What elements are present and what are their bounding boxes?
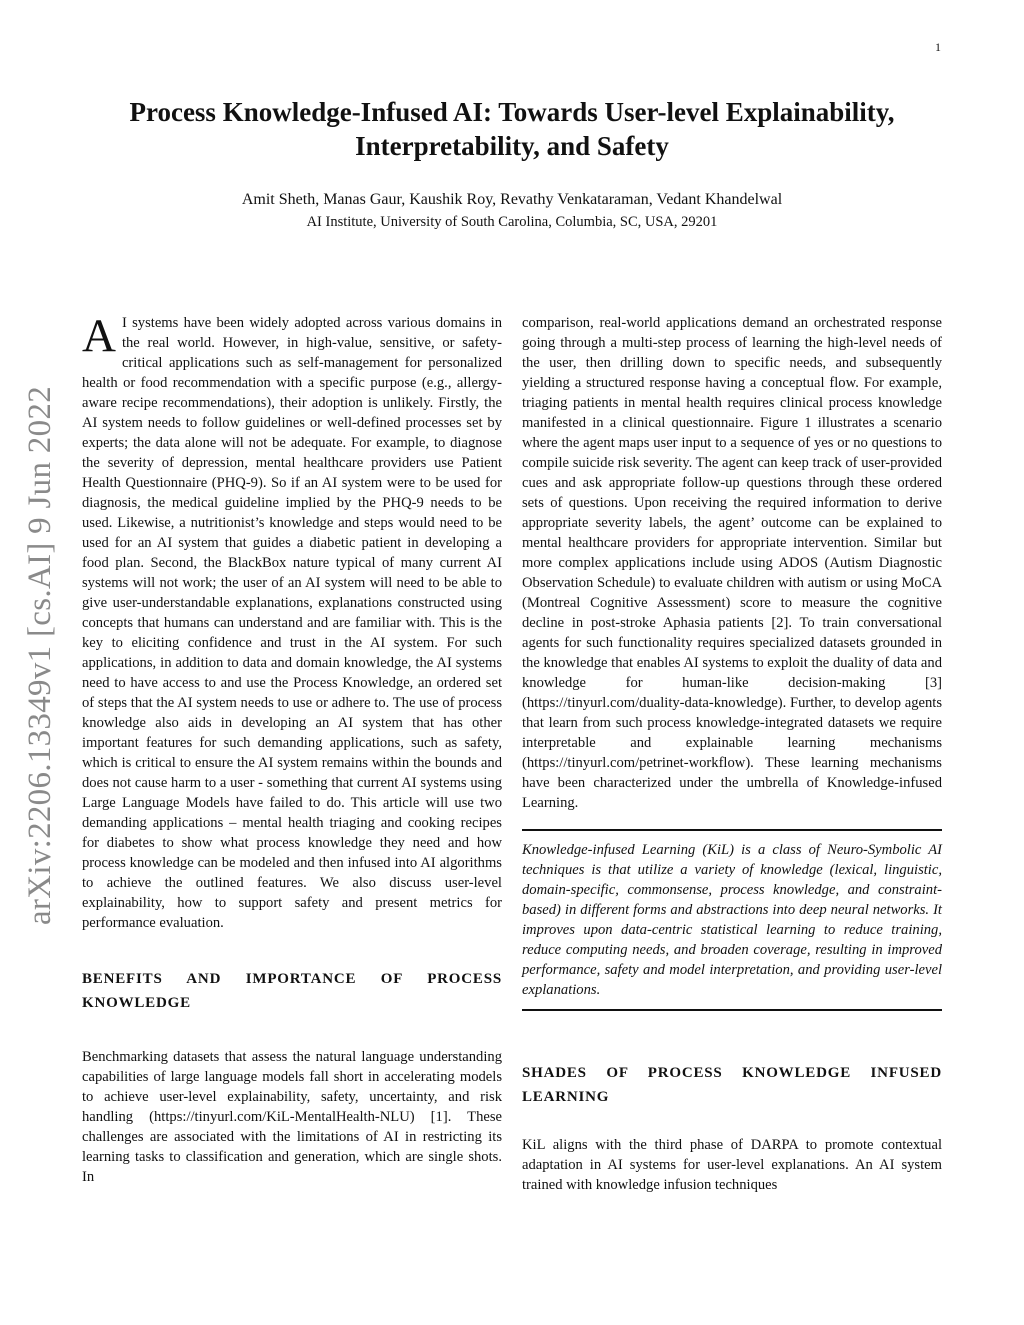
page-number: 1	[935, 40, 941, 54]
continuation-paragraph: comparison, real-world applications demand an orchestrated response going through a multi-step process of learning the high-level needs of the user, then drilling down to specific needs, and subsequently yielding a structured response having a conceptual flow. For example, triaging patients in mental health requires clinical process knowledge manifested in a clinical questionnaire. Figure 1 illustrates a scenario where the agent maps user input to a sequence of yes or no questions to compile suicide risk severity. The agent can keep track of user-provided cues and ask appropriate follow-up questions through these ordered sets of questions. Upon receiving the required information to derive appropriate severity labels, the agent’ outcome can be explained to mental healthcare providers for appropriate intervention. Similar but more complex applications include using ADOS (Autism Diagnostic Observation Schedule) to evaluate children with autism or using MoCA (Montreal Cognitive Assessment) score to measure the cognitive decline in post-stroke Aphasia patients [2]. To train conversational agents for such functionality requires specialized datasets grounded in the knowledge that enables AI systems to exploit the duality of data and knowledge for human-like decision-making [3] (https://tinyurl.com/duality-data-knowledge). Further, to develop agents that learn from such process knowledge-integrated datasets we require interpretable and explainable learning mechanisms (https://tinyurl.com/petrinet-workflow). These learning mechanisms have been characterized under the umbrella of Knowledge-infused Learning.	[522, 315, 942, 811]
intro-paragraph	[82, 310, 502, 933]
section-heading-shades: SHADES OF PROCESS KNOWLEDGE INFUSED LEARNING	[522, 1065, 942, 1105]
affiliation: AI Institute, University of South Carolina, Columbia, SC, USA, 29201	[306, 214, 718, 230]
section-shades-paragraph: KiL aligns with the third phase of DARPA to promote contextual adaptation in AI systems for user-level explanations. An AI system trained with knowledge infusion techniques	[522, 1137, 942, 1193]
intro-text: I systems have been widely adopted across various domains in the real world. However, in high-value, sensitive, or safety-critical applications such as self-management for personalized health or food recommendation with a specific purpose (e.g., allergy-aware recipe recommendations), their adoption is unlikely. Firstly, the AI system needs to follow guidelines or well-defined processes set by experts; the data alone will not be adequate. For example, to diagnose the severity of depression, mental healthcare providers use Patient Health Questionnaire (PHQ-9). So if an AI system were to be used for diagnosis, the medical guideline implied by the PHQ-9 needs to be used. Likewise, a nutritionist’s knowledge and steps would need to be used for an AI system that guides a diabetic patient in developing a food plan. Second, the BlackBox nature typical of many current AI systems will not work; the user of an AI system will need to be able to give user-understandable explanations, explanations constructed using concepts that humans can understand and are familiar with. This is the key to eliciting confidence and trust in the AI system. For such applications, in addition to data and domain knowledge, the AI systems need to have access to and use the Process Knowledge, an ordered set of steps that the AI system needs to use or adhere to. The use of process knowledge also aids in developing an AI system that has other important features for such demanding applications, such as safety, which is critical to ensure the AI system remains within the bounds and does not cause harm to a user - something that current AI systems using Large Language Models have failed to do. This article will use two demanding applications – mental health triaging and cooking recipes for diabetes to show what process knowledge they need and how process knowledge can be modeled and then infused into AI algorithms to achieve the outlined features. We also discuss user-level explainability, how to support safety and present metrics for performance evaluation.	[82, 315, 502, 931]
author-list: Amit Sheth, Manas Gaur, Kaushik Roy, Revathy Venkataraman, Vedant Khandelwal	[241, 191, 783, 208]
right-column	[522, 313, 942, 1195]
arxiv-identifier	[6, 375, 76, 935]
kil-definition-box: Knowledge-infused Learning (KiL) is a class of Neuro-Symbolic AI techniques is that utilize a variety of knowledge (lexical, linguistic, domain-specific, commonsense, process knowledge, and constraint-based) in different forms and abstractions into deep neural networks. It improves upon data-centric statistical learning to reduce training, reduce computing needs, and broaden coverage, resulting in improved performance, safety and model interpretation, and providing user-level explanations.	[522, 829, 942, 1011]
section-heading-benefits: BENEFITS AND IMPORTANCE OF PROCESS KNOWLEDGE	[82, 971, 502, 1011]
paper-title: Process Knowledge-Infused AI: Towards User-level Explainability, Interpretability, and Safety	[129, 97, 895, 161]
left-column	[82, 310, 502, 1187]
arxiv-identifier-text: arXiv:2206.13349v1 [cs.AI] 9 Jun 2022	[22, 385, 59, 925]
drop-cap: A	[82, 310, 116, 362]
section-benefits-paragraph: Benchmarking datasets that assess the natural language understanding capabilities of large language models fall short in accelerating models to achieve user-level explainability, safety, uncertainty, and risk handling (https://tinyurl.com/KiL-MentalHealth-NLU) [1]. These challenges are associated with the limitations of AI in restricting its learning tasks to classification and generation, which are single shots. In	[82, 1049, 502, 1185]
